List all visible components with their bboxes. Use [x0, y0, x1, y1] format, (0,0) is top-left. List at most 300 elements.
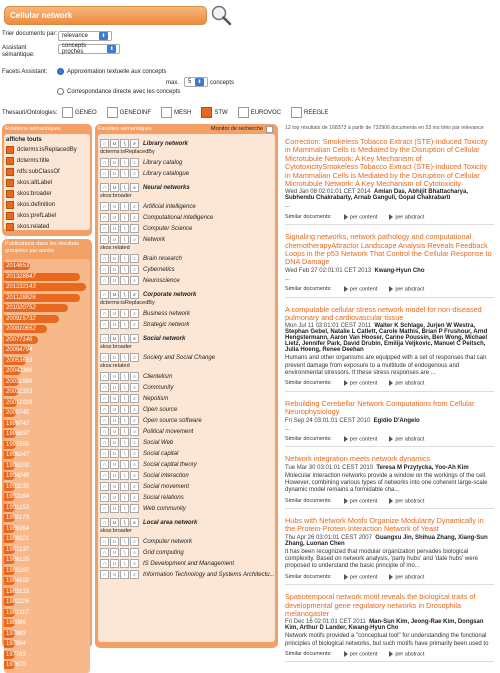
filter-not-icon[interactable]: ∖	[120, 471, 129, 480]
filter-or-icon[interactable]: ∪	[110, 559, 119, 568]
filter-not-icon[interactable]: ∖	[120, 158, 129, 167]
filter-and-icon[interactable]: ∩	[100, 570, 109, 579]
filter-not-icon[interactable]: ∖	[120, 309, 129, 318]
filter-or-icon[interactable]: ∪	[110, 213, 119, 222]
filter-or-icon[interactable]: ∪	[110, 254, 119, 263]
filter-not-icon[interactable]: ∖	[120, 394, 129, 403]
year-row[interactable]: 2000 745	[6, 410, 30, 417]
year-row[interactable]: 1994 246	[6, 473, 30, 480]
filter-or-icon[interactable]: ∪	[110, 438, 119, 447]
facet-item[interactable]: ∩ ∪ ∖ ⌕ Political movement	[98, 426, 275, 437]
thesaurus-mesh[interactable]: MESH	[161, 107, 191, 118]
result-abstract: Humans and other organisms are equipped with a set of responses that can prevent damage from exposure to a multitude of endogenous and environmental stressors. If these stress responses are ...	[285, 355, 487, 376]
facet-item[interactable]: ∩ ∪ ∖ ⌕ Social capital	[98, 448, 275, 459]
relation-toggle-icon	[6, 146, 14, 154]
year-row[interactable]: 2005 3683	[6, 357, 33, 364]
relation-toggle-icon	[6, 223, 14, 231]
year-row[interactable]: 1999 742	[6, 420, 30, 427]
filter-and-icon[interactable]: ∩	[100, 320, 109, 329]
divider	[285, 224, 494, 225]
similar-content-link[interactable]: per content	[344, 574, 378, 580]
facet-item[interactable]: ∩ ∪ ∖ ⌕ Clientelism	[98, 371, 275, 382]
filter-not-icon[interactable]: ∖	[120, 416, 129, 425]
similar-label: Similar documents:	[285, 573, 332, 580]
filter-and-icon[interactable]: ∩	[100, 438, 109, 447]
expand-icon[interactable]: ⌕	[130, 309, 139, 318]
concepts-label: concepts	[210, 80, 235, 86]
facet-item[interactable]: ∩ ∪ ∖ ⌕ IS Development and Management	[98, 558, 275, 569]
filter-and-icon[interactable]: ∩	[100, 405, 109, 414]
filter-or-icon[interactable]: ∪	[110, 372, 119, 381]
arrow-right-icon	[389, 380, 393, 386]
expand-icon[interactable]: ⌕	[130, 169, 139, 178]
expand-icon[interactable]: ⌕	[130, 334, 139, 343]
publications-title: Publications dans les résultats groupées par année	[5, 241, 79, 254]
result-title-link[interactable]: Rebuilding Cerebellar Network Computations from Cellular Neurophysiology	[285, 398, 475, 417]
filter-and-icon[interactable]: ∩	[100, 169, 109, 178]
filter-and-icon[interactable]: ∩	[100, 265, 109, 274]
thesaurus-geneo[interactable]: GENEO	[62, 107, 97, 118]
facet-item[interactable]: ∩ ∪ ∖ ⌕ Brain research	[98, 253, 275, 264]
divider	[285, 446, 494, 447]
expand-icon[interactable]: ⌕	[130, 383, 139, 392]
expand-icon[interactable]: ⌕	[130, 235, 139, 244]
expand-icon[interactable]: ⌕	[130, 438, 139, 447]
expand-icon[interactable]: ⌕	[130, 471, 139, 480]
filter-and-icon[interactable]: ∩	[100, 460, 109, 469]
filter-or-icon[interactable]: ∪	[110, 449, 119, 458]
filter-not-icon[interactable]: ∖	[120, 493, 129, 502]
filter-or-icon[interactable]: ∪	[110, 276, 119, 285]
max-concepts-stepper[interactable]	[184, 77, 208, 87]
expand-icon[interactable]: ⌕	[130, 265, 139, 274]
year-row[interactable]: 1981 117	[6, 609, 29, 616]
assistant-select[interactable]	[58, 44, 120, 54]
filter-or-icon[interactable]: ∪	[110, 405, 119, 414]
year-row[interactable]: 1976 70	[6, 662, 26, 669]
relation-item[interactable]: rdfs:subClassOf	[6, 167, 88, 177]
checkbox-icon	[161, 107, 172, 118]
filter-not-icon[interactable]: ∖	[120, 183, 129, 192]
relation-toggle-icon	[6, 168, 14, 176]
facet-group-head[interactable]: ∩ ∪ ∖ ⌕ Social network	[98, 333, 275, 344]
result-date: Wed Feb 27 02:01:01 CET 2013	[285, 267, 372, 274]
expand-icon[interactable]: ⌕	[130, 224, 139, 233]
facet-group-head[interactable]: ∩ ∪ ∖ ⌕ Neural networks	[98, 182, 275, 193]
filter-and-icon[interactable]: ∩	[100, 383, 109, 392]
checkbox-icon	[107, 107, 118, 118]
filter-or-icon[interactable]: ∪	[110, 235, 119, 244]
year-row[interactable]: 1997 595	[6, 441, 30, 448]
filter-or-icon[interactable]: ∪	[110, 202, 119, 211]
result-title-link[interactable]: Correction: Smokeless Tobacco Extract (STE)-Induced Toxicity in Mammalian Cells is Mediated by the Disruption of Cellular Microtubule Network: A Key Mechanism of CytotoxicitySmokeless Tobacco Extract (STE)-Induced Toxicity in Mammalian Cells is Mediated by the Disruption of Cellular Microtubule Network: A Key Mechanism of Cytotoxicity	[285, 137, 488, 189]
thesaurus-geneoinf[interactable]: GENEOINF	[107, 107, 151, 118]
filter-or-icon[interactable]: ∪	[110, 537, 119, 546]
year-row[interactable]: 1998 697	[6, 431, 30, 438]
filter-or-icon[interactable]: ∪	[110, 309, 119, 318]
similar-abstract-link[interactable]: per abstract	[389, 574, 424, 580]
year-row[interactable]: 2013 28647	[4, 272, 90, 283]
relation-item[interactable]: dcterms:isReplacedBy	[6, 145, 88, 155]
facet-group	[98, 517, 275, 580]
expand-icon[interactable]: ⌕	[130, 394, 139, 403]
filter-and-icon[interactable]: ∩	[100, 235, 109, 244]
filter-or-icon[interactable]: ∪	[110, 265, 119, 274]
filter-not-icon[interactable]: ∖	[120, 224, 129, 233]
result-date: Fri Sep 24 03:01:01 CEST 2010	[285, 417, 371, 424]
expand-icon[interactable]: ⌕	[130, 449, 139, 458]
option-direct[interactable]: Correspondance directe avec les concepts	[57, 88, 180, 95]
filter-and-icon[interactable]: ∩	[100, 493, 109, 502]
search-monitor-toggle[interactable]	[211, 126, 275, 133]
thesaurus-eurovoc[interactable]: EUROVOC	[238, 107, 281, 118]
facet-item[interactable]: ∩ ∪ ∖ ⌕ Community	[98, 382, 275, 393]
result-abstract: Molecular interaction networks provide a window on the workings of the cell. However, combining various types of networks into one coherent large-scale dynamic model remains a formidable cha...	[285, 472, 488, 494]
filter-or-icon[interactable]: ∪	[110, 158, 119, 167]
option-approximation[interactable]: Approximation textuelle aux concepts	[57, 68, 166, 75]
similar-abstract-link[interactable]: per abstract	[389, 380, 424, 386]
year-row[interactable]: 1987 137	[6, 546, 30, 553]
filter-not-icon[interactable]: ∖	[120, 438, 129, 447]
similar-abstract-link[interactable]: per abstract	[389, 214, 424, 220]
facet-item[interactable]: ∩ ∪ ∖ ⌕ Neuroscience	[98, 275, 275, 286]
relations-panel	[2, 124, 92, 236]
search-button[interactable]	[210, 4, 232, 26]
year-row[interactable]: 1991 153	[6, 504, 30, 511]
filter-or-icon[interactable]: ∪	[110, 320, 119, 329]
checkbox-icon	[291, 107, 302, 118]
filter-not-icon[interactable]: ∖	[120, 213, 129, 222]
filter-and-icon[interactable]: ∩	[100, 254, 109, 263]
filter-and-icon[interactable]: ∩	[100, 224, 109, 233]
filter-and-icon[interactable]: ∩	[100, 471, 109, 480]
facet-item[interactable]: ∩ ∪ ∖ ⌕ Cybernetics	[98, 264, 275, 275]
radio-unselected-icon	[57, 88, 64, 95]
year-row[interactable]: 1988 121	[6, 536, 30, 543]
filter-and-icon[interactable]: ∩	[100, 518, 109, 527]
arrow-right-icon	[389, 286, 393, 292]
result-abstract: ...	[285, 203, 291, 210]
filter-or-icon[interactable]: ∪	[110, 290, 119, 299]
search-input[interactable]: Cellular network	[4, 6, 207, 25]
result-title-link[interactable]: Signaling networks, network pathology and computational chemotherapyAttractor Landscape Analysis Reveals Feedback Loops in the p53 Network That Control the Cellular Response to DNA Damage	[285, 232, 492, 267]
similar-content-link[interactable]: per content	[344, 286, 378, 292]
radio-selected-icon	[57, 68, 64, 75]
filter-and-icon[interactable]: ∩	[100, 353, 109, 362]
arrow-right-icon	[344, 436, 348, 442]
facet-item[interactable]: ∩ ∪ ∖ ⌕ Social movement	[98, 481, 275, 492]
facet-relation-label: skos:broader	[100, 344, 132, 350]
expand-icon[interactable]: ⌕	[130, 158, 139, 167]
filter-not-icon[interactable]: ∖	[120, 372, 129, 381]
facet-item[interactable]: ∩ ∪ ∖ ⌕ Social capital theory	[98, 459, 275, 470]
facet-item[interactable]: ∩ ∪ ∖ ⌕ Information Technology and Systems Architectu...	[98, 569, 275, 580]
year-row[interactable]: 1982 126	[6, 599, 30, 606]
filter-and-icon[interactable]: ∩	[100, 504, 109, 513]
filter-not-icon[interactable]: ∖	[120, 254, 129, 263]
facet-group-head[interactable]: ∩ ∪ ∖ ⌕ Corporate network	[98, 289, 275, 300]
relation-toggle-icon	[6, 201, 14, 209]
filter-and-icon[interactable]: ∩	[100, 276, 109, 285]
filter-not-icon[interactable]: ∖	[120, 235, 129, 244]
year-row[interactable]: 1995 200	[6, 462, 30, 469]
relation-toggle-icon	[6, 179, 14, 187]
year-row[interactable]: 2006 4794	[6, 347, 33, 354]
expand-icon[interactable]: ⌕	[130, 405, 139, 414]
filter-not-icon[interactable]: ∖	[120, 427, 129, 436]
filter-or-icon[interactable]: ∪	[110, 139, 119, 148]
filter-or-icon[interactable]: ∪	[110, 334, 119, 343]
result-title-link[interactable]: Spatiotemporal network motif reveals the biological traits of developmental gene regulatory networks in Drosophila melanogaster	[285, 592, 476, 618]
year-row[interactable]: 1977 83	[6, 651, 26, 658]
result-title-link[interactable]: A computable cellular stress network model for non-diseased pulmonary and cardiovascular tissue	[285, 304, 482, 322]
filter-and-icon[interactable]: ∩	[100, 394, 109, 403]
filter-and-icon[interactable]: ∩	[100, 416, 109, 425]
filter-not-icon[interactable]: ∖	[120, 265, 129, 274]
filter-and-icon[interactable]: ∩	[100, 183, 109, 192]
expand-icon[interactable]: ⌕	[130, 504, 139, 513]
year-row[interactable]: 1989 164	[6, 525, 30, 532]
filter-or-icon[interactable]: ∪	[110, 570, 119, 579]
year-row[interactable]: 2014 653	[6, 263, 30, 270]
expand-icon[interactable]: ⌕	[130, 139, 139, 148]
similar-abstract-link[interactable]: per abstract	[389, 498, 424, 504]
filter-not-icon[interactable]: ∖	[120, 559, 129, 568]
filter-not-icon[interactable]: ∖	[120, 548, 129, 557]
expand-icon[interactable]: ⌕	[130, 353, 139, 362]
similar-content-link[interactable]: per content	[344, 436, 378, 442]
facet-item[interactable]: ∩ ∪ ∖ ⌕ Open source software	[98, 415, 275, 426]
expand-icon[interactable]: ⌕	[130, 570, 139, 579]
filter-or-icon[interactable]: ∪	[110, 183, 119, 192]
relation-item[interactable]: skos:prefLabel	[6, 211, 88, 221]
year-row[interactable]: 1980 86	[6, 620, 26, 627]
similar-abstract-link[interactable]: per abstract	[389, 651, 424, 657]
filter-not-icon[interactable]: ∖	[120, 537, 129, 546]
relations-title: Relations sémantiques	[5, 126, 61, 132]
filter-or-icon[interactable]: ∪	[110, 471, 119, 480]
facet-item[interactable]: ∩ ∪ ∖ ⌕ Social Web	[98, 437, 275, 448]
facet-item[interactable]: ∩ ∪ ∖ ⌕ Network	[98, 234, 275, 245]
facet-item[interactable]: ∩ ∪ ∖ ⌕ Nepotism	[98, 393, 275, 404]
year-row[interactable]: 1978 84	[6, 641, 26, 648]
expand-icon[interactable]: ⌕	[130, 493, 139, 502]
expand-icon[interactable]: ⌕	[130, 320, 139, 329]
facet-item[interactable]: ∩ ∪ ∖ ⌕ Social interaction	[98, 470, 275, 481]
filter-or-icon[interactable]: ∪	[110, 169, 119, 178]
filter-not-icon[interactable]: ∖	[120, 449, 129, 458]
filter-and-icon[interactable]: ∩	[100, 139, 109, 148]
result-item	[285, 138, 494, 225]
expand-icon[interactable]: ⌕	[130, 548, 139, 557]
year-row[interactable]: 2010 20752	[4, 303, 90, 314]
filter-or-icon[interactable]: ∪	[110, 427, 119, 436]
year-row[interactable]: 2002 1353	[6, 389, 33, 396]
similar-content-link[interactable]: per content	[344, 214, 378, 220]
result-title-link[interactable]: Hubs with Network Motifs Organize Modularity Dynamically in the Protein-Protein Interaction Network of Yeast	[285, 516, 484, 534]
facet-relation-label: skos:broader	[100, 193, 132, 199]
filter-and-icon[interactable]: ∩	[100, 372, 109, 381]
expand-icon[interactable]: ⌕	[130, 460, 139, 469]
relation-item[interactable]: skos:related	[6, 222, 88, 232]
filter-and-icon[interactable]: ∩	[100, 213, 109, 222]
year-row[interactable]: 1984 102	[6, 578, 30, 585]
divider	[285, 661, 494, 662]
filter-and-icon[interactable]: ∩	[100, 202, 109, 211]
checkbox-icon	[62, 107, 73, 118]
expand-icon[interactable]: ⌕	[130, 559, 139, 568]
filter-and-icon[interactable]: ∩	[100, 290, 109, 299]
filter-and-icon[interactable]: ∩	[100, 559, 109, 568]
expand-icon[interactable]: ⌕	[130, 254, 139, 263]
expand-icon[interactable]: ⌕	[130, 518, 139, 527]
facet-item[interactable]: ∩ ∪ ∖ ⌕ Grid computing	[98, 547, 275, 558]
year-row[interactable]: 2004 2386	[6, 368, 33, 375]
facet-group-head[interactable]: ∩ ∪ ∖ ⌕ Library network	[98, 138, 275, 149]
facet-item[interactable]: ∩ ∪ ∖ ⌕ Strategic network	[98, 319, 275, 330]
facet-item[interactable]: ∩ ∪ ∖ ⌕ Business network	[98, 308, 275, 319]
expand-icon[interactable]: ⌕	[130, 372, 139, 381]
filter-and-icon[interactable]: ∩	[100, 537, 109, 546]
filter-or-icon[interactable]: ∪	[110, 383, 119, 392]
similar-content-link[interactable]: per content	[344, 380, 378, 386]
expand-icon[interactable]: ⌕	[130, 213, 139, 222]
checkbox-icon	[266, 126, 273, 133]
facet-item[interactable]: ∩ ∪ ∖ ⌕ Computational intelligence	[98, 212, 275, 223]
expand-icon[interactable]: ⌕	[130, 290, 139, 299]
similar-content-link[interactable]: per content	[344, 498, 378, 504]
filter-not-icon[interactable]: ∖	[120, 383, 129, 392]
filter-and-icon[interactable]: ∩	[100, 548, 109, 557]
year-row[interactable]: 2001 1028	[6, 399, 33, 406]
similar-label: Similar documents:	[285, 213, 332, 220]
sort-label: Trier documents par:	[2, 31, 58, 37]
expand-icon[interactable]: ⌕	[130, 482, 139, 491]
expand-icon[interactable]: ⌕	[130, 276, 139, 285]
facet-item[interactable]: ∩ ∪ ∖ ⌕ Library catalogue	[98, 168, 275, 179]
result-item	[285, 593, 494, 662]
facet-item[interactable]: ∩ ∪ ∖ ⌕ Open source	[98, 404, 275, 415]
expand-icon[interactable]: ⌕	[130, 416, 139, 425]
facet-item[interactable]: ∩ ∪ ∖ ⌕ Computer network	[98, 536, 275, 547]
year-row[interactable]: 2009 15732	[4, 314, 90, 325]
expand-icon[interactable]: ⌕	[130, 183, 139, 192]
year-row[interactable]: 1996 247	[6, 452, 30, 459]
filter-not-icon[interactable]: ∖	[120, 405, 129, 414]
filter-not-icon[interactable]: ∖	[120, 202, 129, 211]
filter-or-icon[interactable]: ∪	[110, 504, 119, 513]
filter-or-icon[interactable]: ∪	[110, 548, 119, 557]
filter-or-icon[interactable]: ∪	[110, 493, 119, 502]
facet-group-head[interactable]: ∩ ∪ ∖ ⌕ Local area network	[98, 517, 275, 528]
year-row[interactable]: 1992 184	[6, 494, 30, 501]
facet-item[interactable]: ∩ ∪ ∖ ⌕ Library catalog	[98, 157, 275, 168]
filter-and-icon[interactable]: ∩	[100, 427, 109, 436]
filter-not-icon[interactable]: ∖	[120, 276, 129, 285]
filter-not-icon[interactable]: ∖	[120, 169, 129, 178]
filter-or-icon[interactable]: ∪	[110, 394, 119, 403]
year-row[interactable]: 2008 10652	[4, 324, 90, 335]
publications-panel	[2, 239, 92, 669]
filter-not-icon[interactable]: ∖	[120, 504, 129, 513]
filter-not-icon[interactable]: ∖	[120, 460, 129, 469]
year-row[interactable]: 1990 173	[6, 515, 30, 522]
filter-not-icon[interactable]: ∖	[120, 570, 129, 579]
result-authors: Teresa M Przytycka, Yoo-Ah Kim	[376, 464, 469, 471]
facet-item[interactable]: ∩ ∪ ∖ ⌕ Artificial intelligence	[98, 201, 275, 212]
year-row[interactable]: 2007 7146	[4, 335, 90, 346]
similar-abstract-link[interactable]: per abstract	[389, 286, 424, 292]
filter-or-icon[interactable]: ∪	[110, 518, 119, 527]
year-row[interactable]: 2011 28826	[4, 293, 90, 304]
filter-not-icon[interactable]: ∖	[120, 353, 129, 362]
filter-not-icon[interactable]: ∖	[120, 518, 129, 527]
thesaurus-reegle[interactable]: REEGLE	[291, 107, 328, 118]
expand-icon[interactable]: ⌕	[130, 537, 139, 546]
relation-item[interactable]: skos:altLabel	[6, 178, 88, 188]
result-title-link[interactable]: Network integration meets network dynamics	[285, 454, 431, 464]
year-row[interactable]: 2012 32143	[4, 282, 90, 293]
result-date: Thu Apr 26 03:01:01 CEST 2007	[285, 534, 372, 541]
filter-not-icon[interactable]: ∖	[120, 139, 129, 148]
year-row[interactable]: 1979 83	[6, 630, 26, 637]
sort-select[interactable]	[58, 31, 112, 41]
facet-group	[98, 182, 275, 286]
filter-not-icon[interactable]: ∖	[120, 334, 129, 343]
expand-icon[interactable]: ⌕	[130, 427, 139, 436]
filter-not-icon[interactable]: ∖	[120, 320, 129, 329]
monitor-label: Monitor de recherche	[211, 126, 263, 132]
relation-item[interactable]: skos:definition	[6, 200, 88, 210]
facet-group	[98, 333, 275, 514]
show-all-link[interactable]: affiche touts	[6, 137, 42, 143]
filter-or-icon[interactable]: ∪	[110, 460, 119, 469]
result-authors: Walter K Schlage, Jurjen W Westra, Stephan Gebel, Natalie L Catlett, Carole Mathis, Brian P Frushour, Arnd Hengstermann, Aaron Van Hooser, Carine Poussin, Ben Wong, Michael Lietz, Jennifer Park, David Drubin, Emilija Veljkovic, Manuel C Peitsch, Julia Hoeng, Renee Deehan	[285, 323, 488, 354]
year-row[interactable]: 2003 1589	[6, 378, 33, 385]
year-row[interactable]: 1993 235	[6, 483, 30, 490]
expand-icon[interactable]: ⌕	[130, 202, 139, 211]
year-row[interactable]: 1985 107	[6, 567, 30, 574]
results-list	[285, 138, 494, 670]
year-row[interactable]: 1986 125	[6, 557, 30, 564]
filter-or-icon[interactable]: ∪	[110, 353, 119, 362]
filter-not-icon[interactable]: ∖	[120, 482, 129, 491]
filter-or-icon[interactable]: ∪	[110, 482, 119, 491]
result-item	[285, 517, 494, 585]
divider	[285, 391, 494, 392]
filter-and-icon[interactable]: ∩	[100, 482, 109, 491]
facet-item[interactable]: ∩ ∪ ∖ ⌕ Web community	[98, 503, 275, 514]
facet-item[interactable]: ∩ ∪ ∖ ⌕ Society and Social Change	[98, 352, 275, 363]
filter-and-icon[interactable]: ∩	[100, 334, 109, 343]
similar-content-link[interactable]: per content	[344, 651, 378, 657]
facet-item[interactable]: ∩ ∪ ∖ ⌕ Social relations	[98, 492, 275, 503]
result-abstract: It has been recognized that modular organization pervades biological complexity. Based on network analysis, 'party hubs' and 'date hubs' were proposed to understand the basic principle of mo...	[285, 548, 478, 570]
filter-and-icon[interactable]: ∩	[100, 449, 109, 458]
relation-item[interactable]: skos:broader	[6, 189, 88, 199]
relation-item[interactable]: dcterms:title	[6, 156, 88, 166]
filter-not-icon[interactable]: ∖	[120, 290, 129, 299]
filter-and-icon[interactable]: ∩	[100, 158, 109, 167]
similar-abstract-link[interactable]: per abstract	[389, 436, 424, 442]
filter-or-icon[interactable]: ∪	[110, 224, 119, 233]
thesaurus-stw[interactable]: STW	[201, 107, 227, 118]
facet-item[interactable]: ∩ ∪ ∖ ⌕ Computer Science	[98, 223, 275, 234]
filter-and-icon[interactable]: ∩	[100, 309, 109, 318]
arrow-right-icon	[344, 498, 348, 504]
filter-or-icon[interactable]: ∪	[110, 416, 119, 425]
year-row[interactable]: 1983 133	[6, 588, 30, 595]
